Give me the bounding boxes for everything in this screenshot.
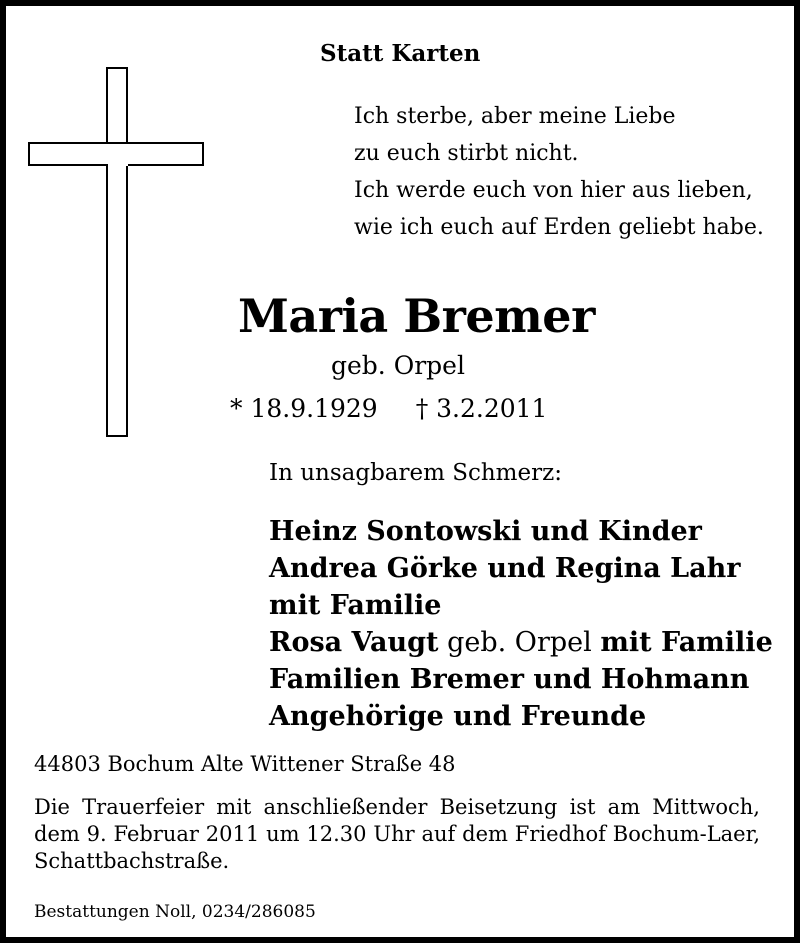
address: 44803 Bochum Alte Wittener Straße 48: [34, 752, 456, 776]
mourner-suffix: mit Familie: [600, 627, 773, 658]
mourner-line: Andrea Görke und Regina Lahr: [269, 553, 741, 584]
death-date: † 3.2.2011: [415, 394, 548, 423]
mourner-line: [269, 624, 773, 661]
poem: [354, 98, 764, 246]
mourner-line: Familien Bremer und Hohmann: [269, 664, 750, 695]
poem-line: wie ich euch auf Erden geliebt habe.: [354, 215, 764, 240]
maiden-name: geb. Orpel: [331, 351, 465, 380]
mourner-line: Heinz Sontowski und Kinder: [269, 516, 702, 547]
birth-date: * 18.9.1929: [230, 394, 378, 423]
poem-line: Ich werde euch von hier aus lieben,: [354, 178, 753, 203]
mourning-intro: In unsagbarem Schmerz:: [269, 460, 562, 486]
mourner-line: Angehörige und Freunde: [269, 701, 647, 732]
mourner-maiden: geb. Orpel: [447, 627, 592, 658]
mourner-name: Rosa Vaugt: [269, 627, 439, 658]
service-info: Die Trauerfeier mit anschließender Beisetzung ist am Mittwoch, dem 9. Februar 2011 um 12.30 Uhr auf dem Friedhof Bochum-Laer, Schattbachstraße.: [34, 795, 760, 873]
mourners-list: [269, 513, 773, 735]
poem-line: zu euch stirbt nicht.: [354, 141, 579, 166]
life-dates: [230, 394, 547, 423]
deceased-name: Maria Bremer: [238, 289, 595, 343]
undertaker: Bestattungen Noll, 0234/286085: [34, 902, 316, 922]
poem-line: Ich sterbe, aber meine Liebe: [354, 104, 676, 129]
notice-header: Statt Karten: [320, 40, 481, 67]
mourner-line: mit Familie: [269, 590, 442, 621]
